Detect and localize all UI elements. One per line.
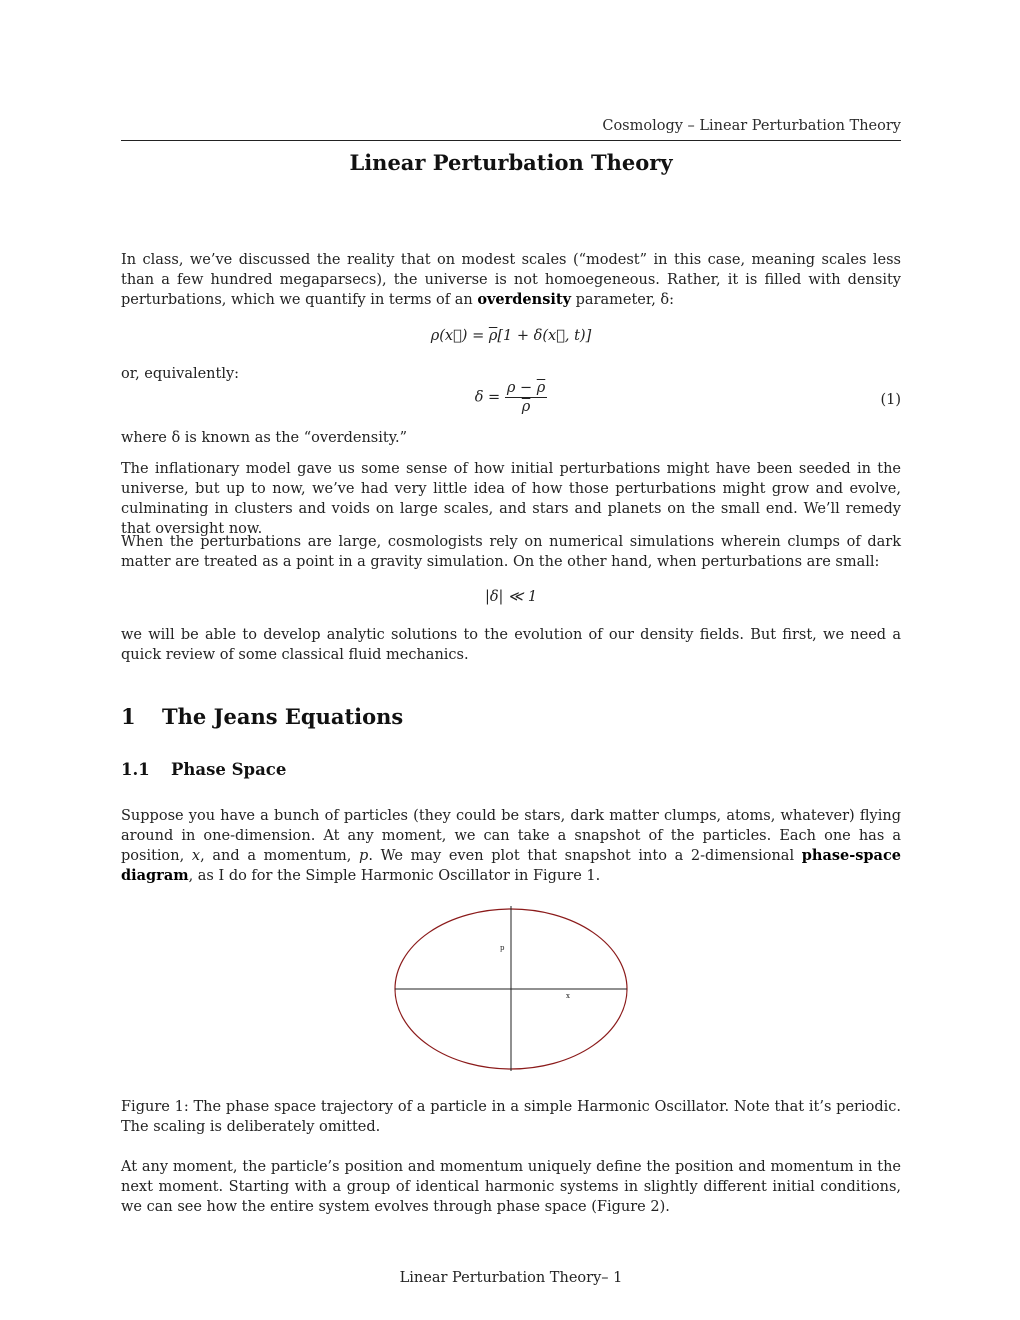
x-axis-label: x [566,992,570,1000]
intro-paragraph [121,250,901,310]
small-perturbation-equation [121,589,901,605]
phase-space-figure [392,905,630,1073]
density-eq-lhs: ρ(x⃗) = [430,328,489,344]
eq1-lhs: δ = [474,389,505,406]
eq1-denominator: ρ [521,399,531,415]
subsection-heading [121,760,286,779]
small-eq-text: |δ| ≪ 1 [484,589,538,605]
overdensity-term: overdensity [477,291,571,308]
analytic-paragraph: we will be able to develop analytic solutions to the evolution of our density fields. But first, we need a quick review of some classical fluid mechanics. [121,627,901,663]
phase-space-diagram-term: phase-space diagram [121,847,901,884]
phase-var-p: p [359,848,369,864]
equation-number: (1) [880,392,901,408]
page-footer: Linear Perturbation Theory– 1 [399,1270,623,1286]
eq1-numerator-rho: ρ − [506,380,537,396]
evolution-paragraph: At any moment, the particle’s position and momentum uniquely define the position and momentum in the next moment. Starting with a group of identical harmonic systems in slightly different initial conditions, we can see how the entire system evolves through phase space (Figure 2). [121,1159,901,1215]
intro-text-a: In class, we’ve discussed the reality that on modest scales (“modest” in this case, meaning scales less than a few hundred megaparsecs), the universe is not homoegeneous. Rather, it is filled with density perturbations, which we quantify in terms of an [121,252,901,308]
phase-text-b: , and a momentum, [200,848,360,864]
header-rule [121,140,901,141]
eq1-numerator-rhobar: $\overline{\rho}$ [536,380,546,396]
section-number: 1 [121,704,136,729]
section-heading [121,704,403,729]
subsection-number: 1.1 [121,760,150,779]
subsection-title: Phase Space [171,760,287,779]
page-title: Linear Perturbation Theory [349,150,673,175]
phase-text-c: . We may even plot that snapshot into a 2-dimensional [368,848,802,864]
density-eq-rhs: [1 + δ(x⃗, t)] [497,328,592,344]
figure-caption: Figure 1: The phase space trajectory of a particle in a simple Harmonic Oscillator. Note that it’s periodic. The scaling is deliberately omitted. [121,1099,901,1135]
simulation-paragraph: When the perturbations are large, cosmologists rely on numerical simulations wherein clumps of dark matter are treated as a point in a gravity simulation. On the other hand, when perturbations are small: [121,534,901,570]
density-eq-rhobar: $\overline{\rho}$ [488,328,498,344]
equation-1 [121,380,901,415]
where-overdensity-text: where δ is known as the “overdensity.” [121,430,407,446]
phase-text-d: , as I do for the Simple Harmonic Oscillator in Figure 1. [188,868,601,884]
intro-text-b: parameter, δ: [571,292,675,308]
section-title: The Jeans Equations [162,704,404,729]
phase-text-a: Suppose you have a bunch of particles (they could be stars, dark matter clumps, atoms, whatever) flying around in one-dimension. At any moment, we can take a snapshot of the particles. Each one has a position, [121,808,901,864]
eq1-fraction [505,380,547,415]
p-axis-label: p [500,944,505,952]
inflation-paragraph: The inflationary model gave us some sense of how initial perturbations might have been seeded in the universe, but up to now, we’ve had very little idea of how those perturbations might grow and evolve, culminating in clusters and voids on large scales, and stars and planets on the small end. We’ll remedy that oversight now. [121,461,901,537]
running-head: Cosmology – Linear Perturbation Theory [602,118,901,134]
phase-var-x: x [191,848,201,864]
or-equivalently-text: or, equivalently: [121,366,240,382]
phase-space-paragraph [121,806,901,886]
density-equation [121,328,901,344]
